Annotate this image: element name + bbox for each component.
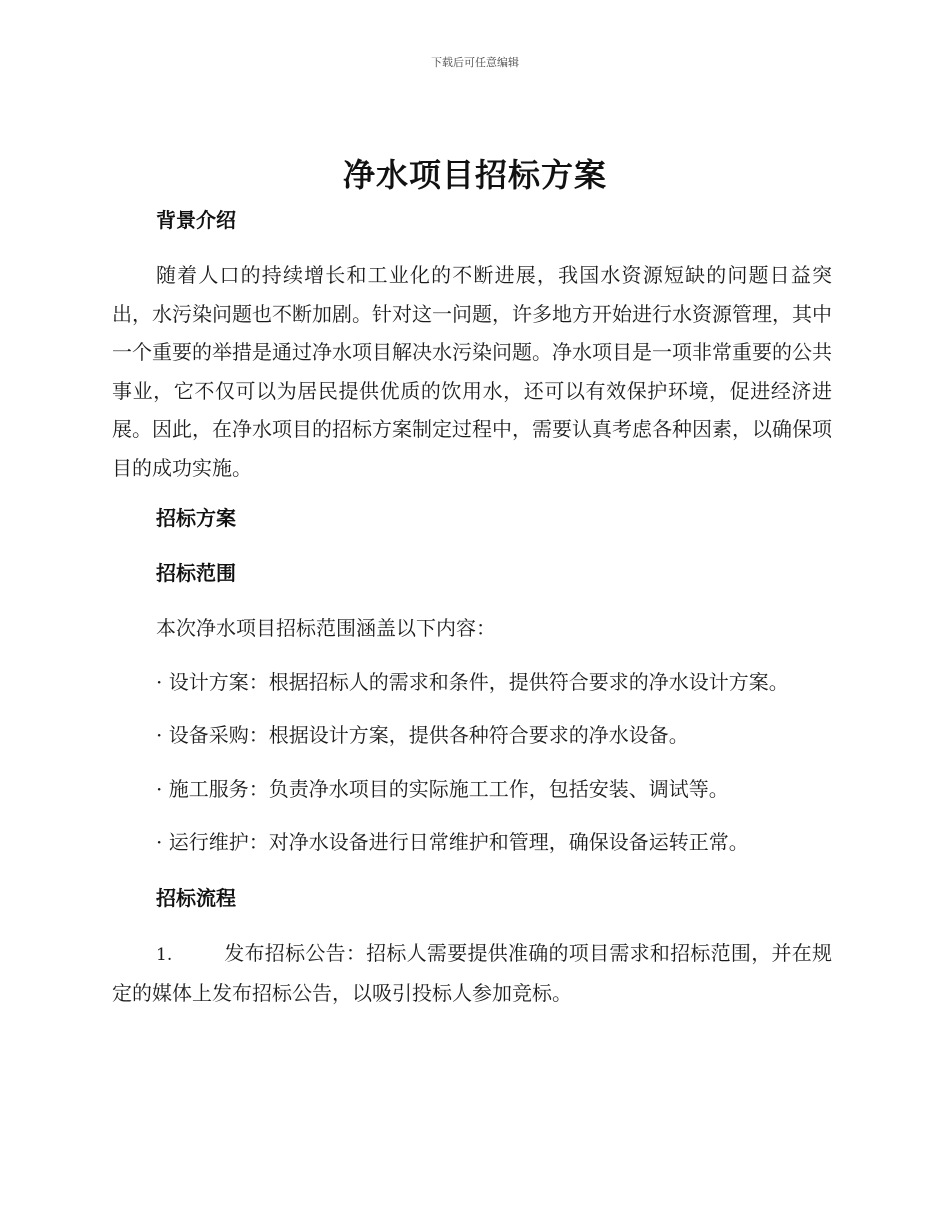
scope-item: · 设备采购：根据设计方案，提供各种符合要求的净水设备。 — [156, 723, 689, 747]
scope-intro: 本次净水项目招标范围涵盖以下内容： — [156, 616, 496, 640]
document-title: 净水项目招标方案 — [342, 156, 607, 194]
header-note: 下载后可任意编辑 — [431, 56, 519, 69]
section-heading-scope: 招标范围 — [156, 561, 236, 585]
scope-item: · 运行维护：对净水设备进行日常维护和管理，确保设备运转正常。 — [156, 830, 749, 854]
process-item-text: 发布招标公告：招标人需要提供准确的项目需求和招标范围，并在规定的媒体上发布招标公告，以吸引投标人参加竞标。 — [112, 940, 832, 1005]
scope-item: · 设计方案：根据招标人的需求和条件，提供符合要求的净水设计方案。 — [156, 669, 789, 694]
scope-item: · 施工服务：负责净水项目的实际施工工作，包括安装、调试等。 — [156, 776, 729, 801]
document-body — [112, 204, 832, 1013]
section-heading-plan: 招标方案 — [156, 506, 236, 530]
process-item-number: 1. — [156, 944, 173, 965]
background-paragraph: 随着人口的持续增长和工业化的不断进展，我国水资源短缺的问题日益突出，水污染问题也不断加剧。针对这一问题，许多地方开始进行水资源管理，其中一个重要的举措是通过净水项目解决水污染问题。净水项目是一项非常重要的公共事业，它不仅可以为居民提供优质的饮用水，还可以有效保护环境，促进经济进展。因此，在净水项目的招标方案制定过程中，需要认真考虑各种因素，以确保项目的成功实施。 — [112, 263, 832, 480]
section-heading-process: 招标流程 — [156, 885, 236, 910]
process-item — [112, 934, 832, 1013]
section-heading-background: 背景介绍 — [156, 208, 236, 232]
